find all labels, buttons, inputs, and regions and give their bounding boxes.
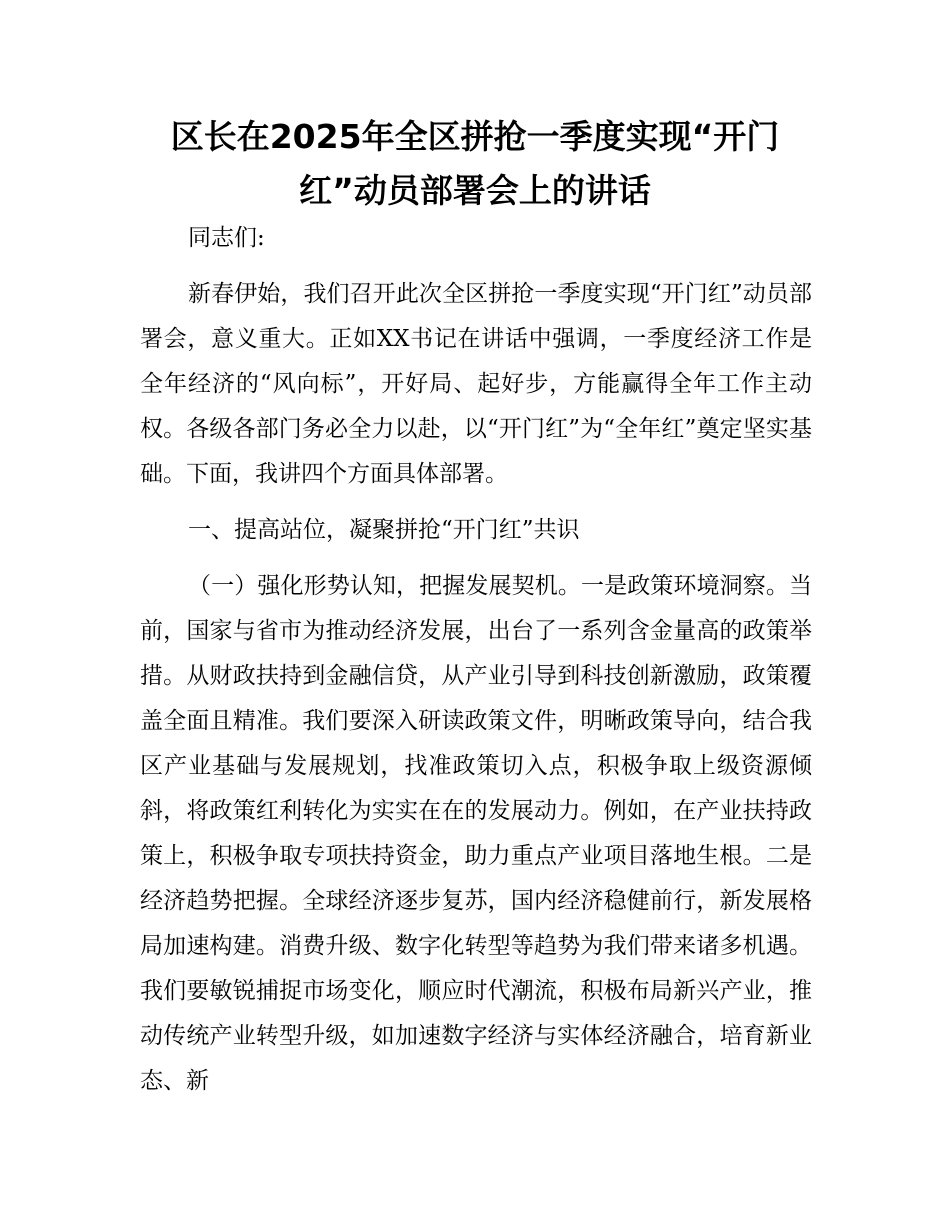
salutation: 同志们: bbox=[188, 225, 265, 251]
paragraph-intro: 新春伊始，我们召开此次全区拼抢一季度实现“开门红”动员部署会，意义重大。正如XX书记在讲话中强调，一季度经济工作是全年经济的“风向标”，开好局、起好步，方能赢得全年工作主动权。各级各部门务必全力以赴，以“开门红”为“全年红”奠定坚实基础。下面，我讲四个方面具体部署。 bbox=[140, 281, 812, 487]
section-heading-1: 一、提高站位，凝聚拼抢“开门红”共识 bbox=[188, 517, 580, 543]
document-body bbox=[140, 216, 812, 1115]
paragraph-1-1: （一）强化形势认知，把握发展契机。一是政策环境洞察。当前，国家与省市为推动经济发展，出台了一系列含金量高的政策举措。从财政扶持到金融信贷，从产业引导到科技创新激励，政策覆盖全面且精准。我们要深入研读政策文件，明晰政策导向，结合我区产业基础与发展规划，找准政策切入点，积极争取上级资源倾斜，将政策红利转化为实实在在的发展动力。例如，在产业扶持政策上，积极争取专项扶持资金，助力重点产业项目落地生根。二是经济趋势把握。全球经济逐步复苏，国内经济稳健前行，新发展格局加速构建。消费升级、数字化转型等趋势为我们带来诸多机遇。我们要敏锐捕捉市场变化，顺应时代潮流，积极布局新兴产业，推动传统产业转型升级，如加速数字经济与实体经济融合，培育新业态、新 bbox=[140, 573, 812, 1094]
document-title: 区长在2025年全区拼抢一季度实现“开门红”动员部署会上的讲话 bbox=[170, 117, 780, 210]
